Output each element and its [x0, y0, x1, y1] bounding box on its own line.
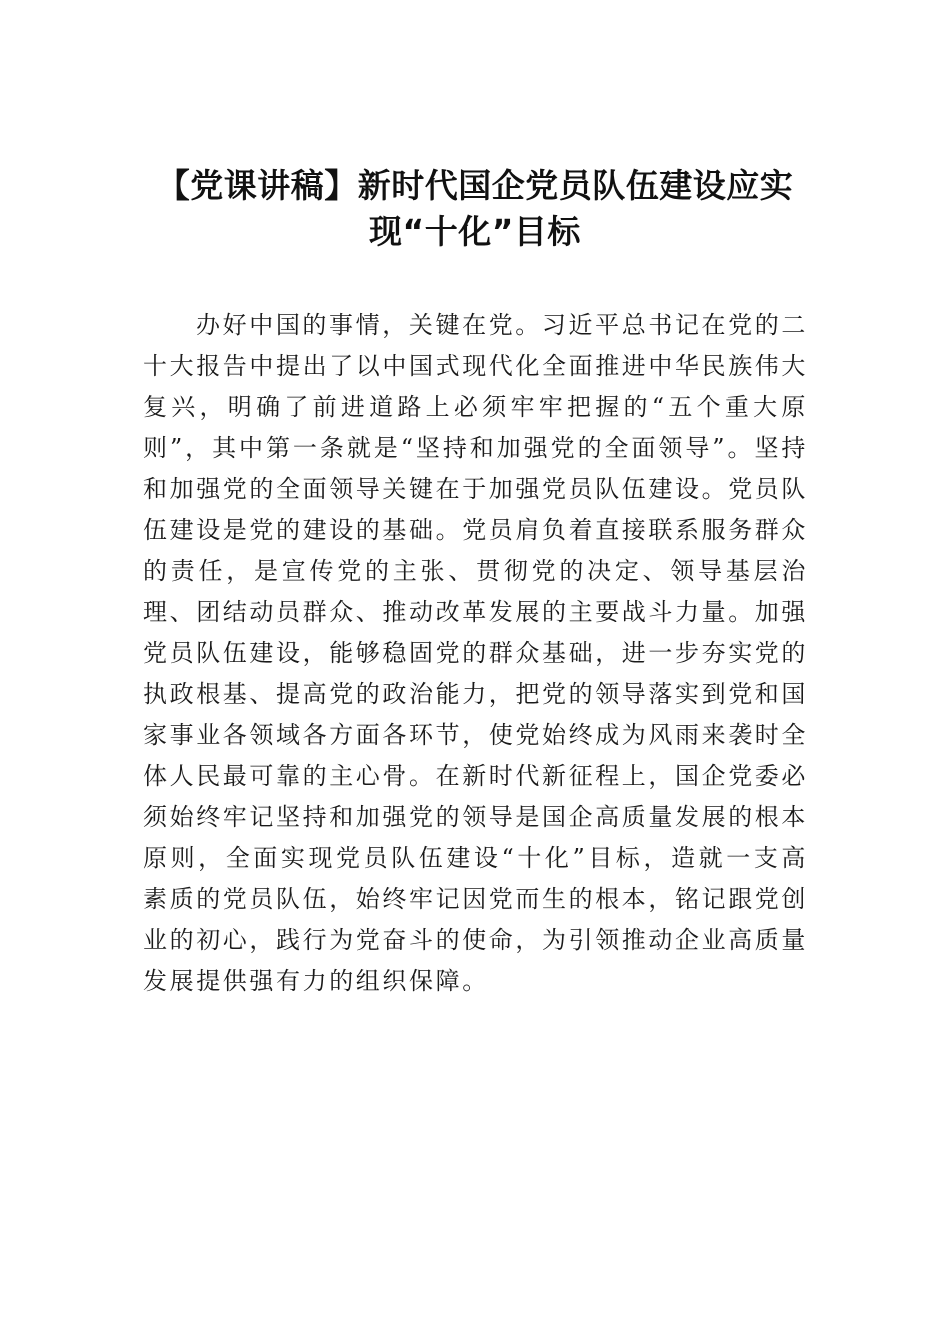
document-title: 【党课讲稿】新时代国企党员队伍建设应实现“十化”目标 — [156, 166, 794, 251]
body-paragraph: 办好中国的事情，关键在党。习近平总书记在党的二十大报告中提出了以中国式现代化全面推进中华民族伟大复兴，明确了前进道路上必须牢牢把握的“五个重大原则”，其中第一条就是“坚持和加强党的全面领导”。坚持和加强党的全面领导关键在于加强党员队伍建设。党员队伍建设是党的建设的基础。党员肩负着直接联系服务群众的责任，是宣传党的主张、贯彻党的决定、领导基层治理、团结动员群众、推动改革发展的主要战斗力量。加强党员队伍建设，能够稳固党的群众基础，进一步夯实党的执政根基、提高党的政治能力，把党的领导落实到党和国家事业各领域各方面各环节，使党始终成为风雨来袭时全体人民最可靠的主心骨。在新时代新征程上，国企党委必须始终牢记坚持和加强党的领导是国企高质量发展的根本原则，全面实现党员队伍建设“十化”目标，造就一支高素质的党员队伍，始终牢记因党而生的根本，铭记跟党创业的初心，践行为党奋斗的使命，为引领推动企业高质量发展提供强有力的组织保障。 — [143, 311, 808, 995]
